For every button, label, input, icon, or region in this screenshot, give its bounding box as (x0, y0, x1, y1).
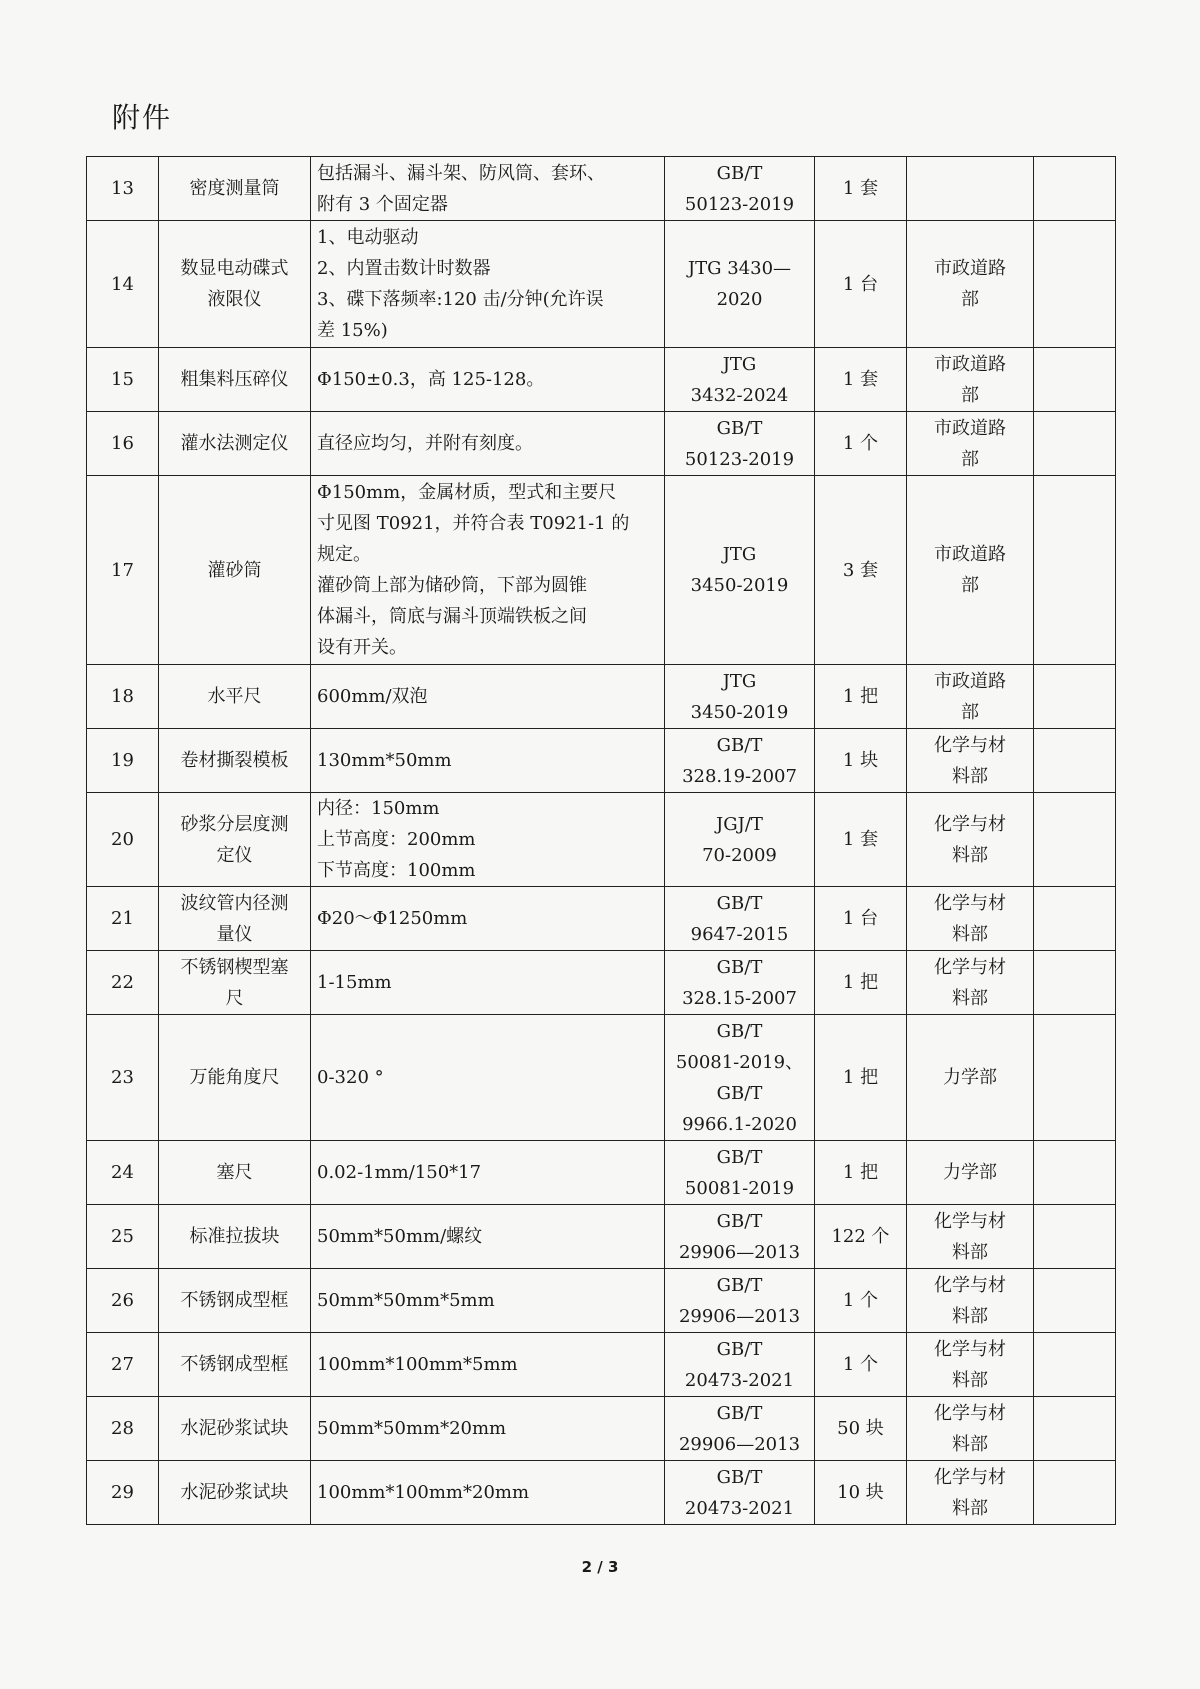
item-number: 21 (87, 887, 159, 951)
item-standard: JTG 3430— 2020 (665, 221, 815, 348)
item-spec: 内径：150mm 上节高度：200mm 下节高度：100mm (311, 793, 665, 887)
item-spec: Φ20～Φ1250mm (311, 887, 665, 951)
item-name: 波纹管内径测 量仪 (159, 887, 311, 951)
item-name: 不锈钢楔型塞 尺 (159, 951, 311, 1015)
item-name: 卷材撕裂模板 (159, 729, 311, 793)
item-department: 化学与材 料部 (907, 1397, 1034, 1461)
item-number: 13 (87, 157, 159, 221)
item-number: 26 (87, 1269, 159, 1333)
item-department: 化学与材 料部 (907, 729, 1034, 793)
item-standard: GB/T 29906—2013 (665, 1269, 815, 1333)
item-standard: GB/T 29906—2013 (665, 1397, 815, 1461)
item-name: 水平尺 (159, 665, 311, 729)
item-number: 16 (87, 412, 159, 476)
item-remark (1034, 1461, 1116, 1525)
item-number: 19 (87, 729, 159, 793)
item-standard: GB/T 29906—2013 (665, 1205, 815, 1269)
item-quantity: 122 个 (815, 1205, 907, 1269)
item-spec: 100mm*100mm*20mm (311, 1461, 665, 1525)
item-quantity: 1 把 (815, 1141, 907, 1205)
item-spec: Φ150mm，金属材质，型式和主要尺 寸见图 T0921，并符合表 T0921-1 的 规定。 灌砂筒上部为储砂筒，下部为圆锥 体漏斗，筒底与漏斗顶端铁板之间 设有开关。 (311, 476, 665, 665)
item-name: 万能角度尺 (159, 1015, 311, 1141)
item-department: 化学与材 料部 (907, 1205, 1034, 1269)
item-quantity: 1 把 (815, 665, 907, 729)
item-spec: 130mm*50mm (311, 729, 665, 793)
item-quantity: 1 套 (815, 793, 907, 887)
item-number: 17 (87, 476, 159, 665)
item-remark (1034, 412, 1116, 476)
item-remark (1034, 729, 1116, 793)
table-row (87, 1141, 1116, 1205)
item-standard: JTG 3450-2019 (665, 476, 815, 665)
item-standard: GB/T 50081-2019、 GB/T 9966.1-2020 (665, 1015, 815, 1141)
item-quantity: 3 套 (815, 476, 907, 665)
item-remark (1034, 1141, 1116, 1205)
table-row (87, 793, 1116, 887)
item-standard: GB/T 328.15-2007 (665, 951, 815, 1015)
item-quantity: 1 套 (815, 348, 907, 412)
item-name: 砂浆分层度测 定仪 (159, 793, 311, 887)
item-number: 15 (87, 348, 159, 412)
item-standard: GB/T 20473-2021 (665, 1333, 815, 1397)
table-row (87, 1205, 1116, 1269)
item-number: 18 (87, 665, 159, 729)
item-number: 22 (87, 951, 159, 1015)
item-standard: JTG 3432-2024 (665, 348, 815, 412)
item-number: 28 (87, 1397, 159, 1461)
item-remark (1034, 476, 1116, 665)
item-name: 标准拉拔块 (159, 1205, 311, 1269)
item-standard: GB/T 50123-2019 (665, 157, 815, 221)
item-quantity: 1 台 (815, 887, 907, 951)
item-remark (1034, 665, 1116, 729)
item-remark (1034, 951, 1116, 1015)
item-standard: JGJ/T 70-2009 (665, 793, 815, 887)
item-department: 化学与材 料部 (907, 1333, 1034, 1397)
item-number: 29 (87, 1461, 159, 1525)
item-spec: 0-320 ° (311, 1015, 665, 1141)
item-spec: 1-15mm (311, 951, 665, 1015)
item-department: 化学与材 料部 (907, 887, 1034, 951)
item-name: 密度测量筒 (159, 157, 311, 221)
item-spec: 包括漏斗、漏斗架、防风筒、套环、 附有 3 个固定器 (311, 157, 665, 221)
table-row (87, 951, 1116, 1015)
item-spec: 1、电动驱动 2、内置击数计时数器 3、碟下落频率:120 击/分钟(允许误 差 15%) (311, 221, 665, 348)
item-remark (1034, 1397, 1116, 1461)
table-row (87, 348, 1116, 412)
item-quantity: 10 块 (815, 1461, 907, 1525)
table-row (87, 1269, 1116, 1333)
item-spec: 600mm/双泡 (311, 665, 665, 729)
table-row (87, 1015, 1116, 1141)
table-row (87, 412, 1116, 476)
item-name: 不锈钢成型框 (159, 1269, 311, 1333)
item-department: 力学部 (907, 1141, 1034, 1205)
item-number: 23 (87, 1015, 159, 1141)
item-standard: GB/T 50081-2019 (665, 1141, 815, 1205)
equipment-table (86, 156, 1116, 1525)
table-row (87, 1461, 1116, 1525)
item-quantity: 1 套 (815, 157, 907, 221)
item-spec: 0.02-1mm/150*17 (311, 1141, 665, 1205)
item-name: 灌砂筒 (159, 476, 311, 665)
item-department: 化学与材 料部 (907, 1269, 1034, 1333)
item-department: 化学与材 料部 (907, 951, 1034, 1015)
item-department: 市政道路 部 (907, 665, 1034, 729)
page-heading: 附件 (112, 101, 173, 134)
item-remark (1034, 1269, 1116, 1333)
item-name: 水泥砂浆试块 (159, 1397, 311, 1461)
item-department: 化学与材 料部 (907, 1461, 1034, 1525)
table-row (87, 665, 1116, 729)
item-spec: 50mm*50mm*20mm (311, 1397, 665, 1461)
item-spec: 直径应均匀，并附有刻度。 (311, 412, 665, 476)
item-remark (1034, 1205, 1116, 1269)
table-row (87, 1333, 1116, 1397)
item-quantity: 1 台 (815, 221, 907, 348)
item-quantity: 1 个 (815, 1333, 907, 1397)
item-number: 27 (87, 1333, 159, 1397)
item-remark (1034, 157, 1116, 221)
item-quantity: 1 个 (815, 412, 907, 476)
item-name: 数显电动碟式 液限仪 (159, 221, 311, 348)
item-quantity: 1 块 (815, 729, 907, 793)
item-number: 20 (87, 793, 159, 887)
item-name: 粗集料压碎仪 (159, 348, 311, 412)
table-row (87, 157, 1116, 221)
item-remark (1034, 887, 1116, 951)
item-standard: GB/T 328.19-2007 (665, 729, 815, 793)
item-quantity: 1 把 (815, 951, 907, 1015)
item-quantity: 50 块 (815, 1397, 907, 1461)
item-department: 市政道路 部 (907, 221, 1034, 348)
item-quantity: 1 个 (815, 1269, 907, 1333)
item-quantity: 1 把 (815, 1015, 907, 1141)
item-standard: GB/T 9647-2015 (665, 887, 815, 951)
item-department: 力学部 (907, 1015, 1034, 1141)
item-remark (1034, 221, 1116, 348)
item-number: 14 (87, 221, 159, 348)
table-body (87, 157, 1116, 1525)
table-row (87, 729, 1116, 793)
item-spec: 50mm*50mm*5mm (311, 1269, 665, 1333)
table-row (87, 476, 1116, 665)
item-remark (1034, 1333, 1116, 1397)
item-number: 25 (87, 1205, 159, 1269)
item-standard: GB/T 50123-2019 (665, 412, 815, 476)
item-name: 水泥砂浆试块 (159, 1461, 311, 1525)
table-row (87, 887, 1116, 951)
item-department: 市政道路 部 (907, 348, 1034, 412)
item-number: 24 (87, 1141, 159, 1205)
item-name: 不锈钢成型框 (159, 1333, 311, 1397)
item-standard: GB/T 20473-2021 (665, 1461, 815, 1525)
table-row (87, 1397, 1116, 1461)
item-spec: 50mm*50mm/螺纹 (311, 1205, 665, 1269)
item-remark (1034, 348, 1116, 412)
page-number: 2 / 3 (581, 1558, 619, 1576)
table-row (87, 221, 1116, 348)
item-spec: Φ150±0.3，高 125-128。 (311, 348, 665, 412)
item-department (907, 157, 1034, 221)
item-department: 化学与材 料部 (907, 793, 1034, 887)
item-department: 市政道路 部 (907, 476, 1034, 665)
item-spec: 100mm*100mm*5mm (311, 1333, 665, 1397)
item-department: 市政道路 部 (907, 412, 1034, 476)
item-name: 灌水法测定仪 (159, 412, 311, 476)
item-remark (1034, 1015, 1116, 1141)
item-standard: JTG 3450-2019 (665, 665, 815, 729)
item-remark (1034, 793, 1116, 887)
item-name: 塞尺 (159, 1141, 311, 1205)
